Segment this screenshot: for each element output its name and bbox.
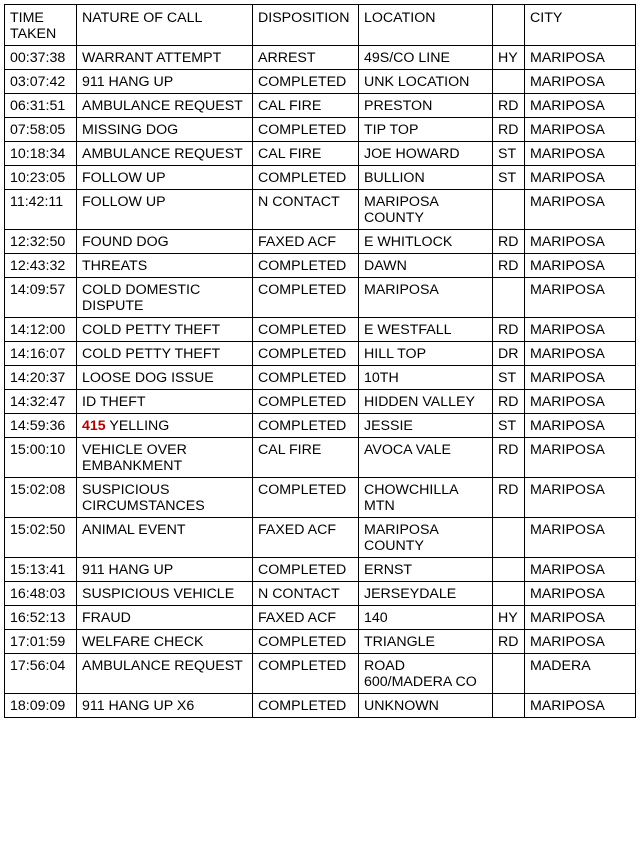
cell-time: 16:52:13 — [5, 606, 77, 630]
cell-time: 17:56:04 — [5, 654, 77, 694]
cell-location: CHOWCHILLA MTN — [359, 478, 493, 518]
cell-time: 15:00:10 — [5, 438, 77, 478]
cell-suffix: RD — [493, 254, 525, 278]
cell-time: 14:32:47 — [5, 390, 77, 414]
nature-text: YELLING — [105, 418, 170, 434]
cell-nature — [77, 654, 253, 694]
nature-text: COLD PETTY THEFT — [82, 346, 221, 362]
cell-suffix — [493, 190, 525, 230]
cell-nature — [77, 630, 253, 654]
cell-suffix: RD — [493, 94, 525, 118]
cell-nature — [77, 558, 253, 582]
cell-nature — [77, 166, 253, 190]
cell-city: MARIPOSA — [525, 630, 636, 654]
cell-time: 10:18:34 — [5, 142, 77, 166]
cell-disposition: COMPLETED — [253, 654, 359, 694]
cell-time: 14:16:07 — [5, 342, 77, 366]
cell-nature — [77, 94, 253, 118]
cell-suffix: RD — [493, 230, 525, 254]
header-city: CITY — [525, 5, 636, 46]
cell-time: 06:31:51 — [5, 94, 77, 118]
table-row — [5, 654, 636, 694]
nature-text: WARRANT ATTEMPT — [82, 50, 222, 66]
cell-time: 14:59:36 — [5, 414, 77, 438]
cell-location: BULLION — [359, 166, 493, 190]
cell-suffix: HY — [493, 46, 525, 70]
cell-disposition: COMPLETED — [253, 390, 359, 414]
nature-text: FRAUD — [82, 610, 131, 626]
cell-city: MADERA — [525, 654, 636, 694]
cell-nature — [77, 582, 253, 606]
cell-suffix: RD — [493, 478, 525, 518]
cell-location: TIP TOP — [359, 118, 493, 142]
cell-city: MARIPOSA — [525, 254, 636, 278]
table-row — [5, 478, 636, 518]
cell-city: MARIPOSA — [525, 190, 636, 230]
cell-location: E WHITLOCK — [359, 230, 493, 254]
header-time: TIME TAKEN — [5, 5, 77, 46]
header-location: LOCATION — [359, 5, 493, 46]
cell-nature — [77, 694, 253, 718]
table-row — [5, 438, 636, 478]
cell-location: E WESTFALL — [359, 318, 493, 342]
cell-location: JESSIE — [359, 414, 493, 438]
nature-text: 911 HANG UP — [82, 74, 174, 90]
cell-time: 07:58:05 — [5, 118, 77, 142]
cell-location: UNK LOCATION — [359, 70, 493, 94]
cell-time: 14:20:37 — [5, 366, 77, 390]
nature-text: AMBULANCE REQUEST — [82, 658, 243, 674]
cell-location: AVOCA VALE — [359, 438, 493, 478]
cell-suffix: ST — [493, 166, 525, 190]
cell-city: MARIPOSA — [525, 606, 636, 630]
cell-city: MARIPOSA — [525, 318, 636, 342]
nature-text: MISSING DOG — [82, 122, 179, 138]
cell-city: MARIPOSA — [525, 118, 636, 142]
cell-disposition: COMPLETED — [253, 318, 359, 342]
cell-suffix: RD — [493, 318, 525, 342]
cell-nature — [77, 190, 253, 230]
cell-suffix — [493, 518, 525, 558]
cell-time: 12:32:50 — [5, 230, 77, 254]
cell-city: MARIPOSA — [525, 278, 636, 318]
nature-text: LOOSE DOG ISSUE — [82, 370, 214, 386]
cell-suffix: RD — [493, 438, 525, 478]
cell-suffix — [493, 70, 525, 94]
cell-location: HILL TOP — [359, 342, 493, 366]
cell-city: MARIPOSA — [525, 342, 636, 366]
table-row — [5, 694, 636, 718]
table-row — [5, 230, 636, 254]
table-row — [5, 278, 636, 318]
nature-text: WELFARE CHECK — [82, 634, 204, 650]
cell-nature — [77, 390, 253, 414]
cell-city: MARIPOSA — [525, 438, 636, 478]
cell-nature — [77, 142, 253, 166]
cell-nature — [77, 230, 253, 254]
cell-location: MARIPOSA — [359, 278, 493, 318]
cell-suffix: RD — [493, 118, 525, 142]
table-row — [5, 94, 636, 118]
call-code: 415 — [82, 418, 106, 434]
cell-nature — [77, 254, 253, 278]
cell-city: MARIPOSA — [525, 582, 636, 606]
cell-disposition: FAXED ACF — [253, 230, 359, 254]
cell-location: 49S/CO LINE — [359, 46, 493, 70]
cell-location: ERNST — [359, 558, 493, 582]
cell-nature — [77, 70, 253, 94]
cell-time: 03:07:42 — [5, 70, 77, 94]
cell-disposition: CAL FIRE — [253, 94, 359, 118]
cell-location: MARIPOSA COUNTY — [359, 190, 493, 230]
table-row — [5, 606, 636, 630]
table-row — [5, 342, 636, 366]
cell-disposition: COMPLETED — [253, 254, 359, 278]
cell-city: MARIPOSA — [525, 142, 636, 166]
cell-suffix: ST — [493, 414, 525, 438]
cell-nature — [77, 414, 253, 438]
cell-time: 10:23:05 — [5, 166, 77, 190]
header-suffix — [493, 5, 525, 46]
cell-suffix: RD — [493, 630, 525, 654]
nature-text: COLD DOMESTIC DISPUTE — [82, 282, 201, 314]
cell-time: 14:12:00 — [5, 318, 77, 342]
cell-disposition: FAXED ACF — [253, 518, 359, 558]
table-row — [5, 366, 636, 390]
nature-text: THREATS — [82, 258, 148, 274]
table-row — [5, 390, 636, 414]
table-row — [5, 70, 636, 94]
cell-time: 17:01:59 — [5, 630, 77, 654]
cell-suffix — [493, 278, 525, 318]
table-row — [5, 190, 636, 230]
cell-disposition: COMPLETED — [253, 694, 359, 718]
nature-text: 911 HANG UP — [82, 562, 174, 578]
cell-location: MARIPOSA COUNTY — [359, 518, 493, 558]
cell-suffix: ST — [493, 366, 525, 390]
cell-time: 15:02:08 — [5, 478, 77, 518]
cell-location: 10TH — [359, 366, 493, 390]
cell-suffix — [493, 582, 525, 606]
cell-time: 11:42:11 — [5, 190, 77, 230]
cell-disposition: FAXED ACF — [253, 606, 359, 630]
cell-suffix — [493, 654, 525, 694]
cell-nature — [77, 518, 253, 558]
cell-city: MARIPOSA — [525, 230, 636, 254]
cell-city: MARIPOSA — [525, 366, 636, 390]
cell-nature — [77, 46, 253, 70]
nature-text: 911 HANG UP X6 — [82, 698, 195, 714]
nature-text: SUSPICIOUS CIRCUMSTANCES — [82, 482, 205, 514]
cell-disposition: COMPLETED — [253, 166, 359, 190]
cell-disposition: COMPLETED — [253, 478, 359, 518]
cell-disposition: COMPLETED — [253, 414, 359, 438]
cell-nature — [77, 438, 253, 478]
cell-city: MARIPOSA — [525, 478, 636, 518]
cell-nature — [77, 342, 253, 366]
header-row — [5, 5, 636, 46]
table-row — [5, 254, 636, 278]
cell-nature — [77, 278, 253, 318]
cell-location: DAWN — [359, 254, 493, 278]
table-row — [5, 582, 636, 606]
table-row — [5, 166, 636, 190]
table-row — [5, 318, 636, 342]
cell-disposition: N CONTACT — [253, 190, 359, 230]
call-log-table — [4, 4, 636, 718]
cell-time: 12:43:32 — [5, 254, 77, 278]
cell-disposition: COMPLETED — [253, 278, 359, 318]
cell-nature — [77, 478, 253, 518]
cell-disposition: COMPLETED — [253, 70, 359, 94]
cell-city: MARIPOSA — [525, 70, 636, 94]
table-row — [5, 414, 636, 438]
nature-text: AMBULANCE REQUEST — [82, 98, 243, 114]
cell-city: MARIPOSA — [525, 46, 636, 70]
cell-disposition: CAL FIRE — [253, 142, 359, 166]
cell-disposition: COMPLETED — [253, 118, 359, 142]
cell-location: PRESTON — [359, 94, 493, 118]
table-row — [5, 142, 636, 166]
cell-disposition: COMPLETED — [253, 342, 359, 366]
nature-text: FOLLOW UP — [82, 194, 166, 210]
cell-location: UNKNOWN — [359, 694, 493, 718]
cell-disposition: COMPLETED — [253, 558, 359, 582]
table-row — [5, 46, 636, 70]
cell-location: ROAD 600/MADERA CO — [359, 654, 493, 694]
cell-city: MARIPOSA — [525, 166, 636, 190]
header-nature: NATURE OF CALL — [77, 5, 253, 46]
cell-location: TRIANGLE — [359, 630, 493, 654]
table-row — [5, 518, 636, 558]
cell-suffix — [493, 558, 525, 582]
cell-city: MARIPOSA — [525, 518, 636, 558]
header-disposition: DISPOSITION — [253, 5, 359, 46]
cell-disposition: ARREST — [253, 46, 359, 70]
cell-city: MARIPOSA — [525, 390, 636, 414]
cell-city: MARIPOSA — [525, 94, 636, 118]
nature-text: FOUND DOG — [82, 234, 169, 250]
cell-disposition: CAL FIRE — [253, 438, 359, 478]
cell-disposition: N CONTACT — [253, 582, 359, 606]
cell-suffix: ST — [493, 142, 525, 166]
cell-time: 16:48:03 — [5, 582, 77, 606]
cell-city: MARIPOSA — [525, 414, 636, 438]
nature-text: FOLLOW UP — [82, 170, 166, 186]
cell-disposition: COMPLETED — [253, 630, 359, 654]
table-row — [5, 118, 636, 142]
nature-text: ANIMAL EVENT — [82, 522, 186, 538]
nature-text: COLD PETTY THEFT — [82, 322, 221, 338]
cell-nature — [77, 366, 253, 390]
cell-suffix — [493, 694, 525, 718]
cell-time: 15:02:50 — [5, 518, 77, 558]
cell-location: JOE HOWARD — [359, 142, 493, 166]
cell-nature — [77, 318, 253, 342]
cell-city: MARIPOSA — [525, 558, 636, 582]
nature-text: ID THEFT — [82, 394, 146, 410]
table-row — [5, 630, 636, 654]
table-row — [5, 558, 636, 582]
cell-nature — [77, 118, 253, 142]
nature-text: SUSPICIOUS VEHICLE — [82, 586, 235, 602]
cell-suffix: RD — [493, 390, 525, 414]
cell-location: JERSEYDALE — [359, 582, 493, 606]
cell-time: 18:09:09 — [5, 694, 77, 718]
cell-suffix: HY — [493, 606, 525, 630]
nature-text: AMBULANCE REQUEST — [82, 146, 243, 162]
cell-city: MARIPOSA — [525, 694, 636, 718]
cell-suffix: DR — [493, 342, 525, 366]
cell-location: 140 — [359, 606, 493, 630]
cell-location: HIDDEN VALLEY — [359, 390, 493, 414]
cell-time: 00:37:38 — [5, 46, 77, 70]
nature-text: VEHICLE OVER EMBANKMENT — [82, 442, 187, 474]
cell-time: 14:09:57 — [5, 278, 77, 318]
cell-time: 15:13:41 — [5, 558, 77, 582]
cell-nature — [77, 606, 253, 630]
cell-disposition: COMPLETED — [253, 366, 359, 390]
